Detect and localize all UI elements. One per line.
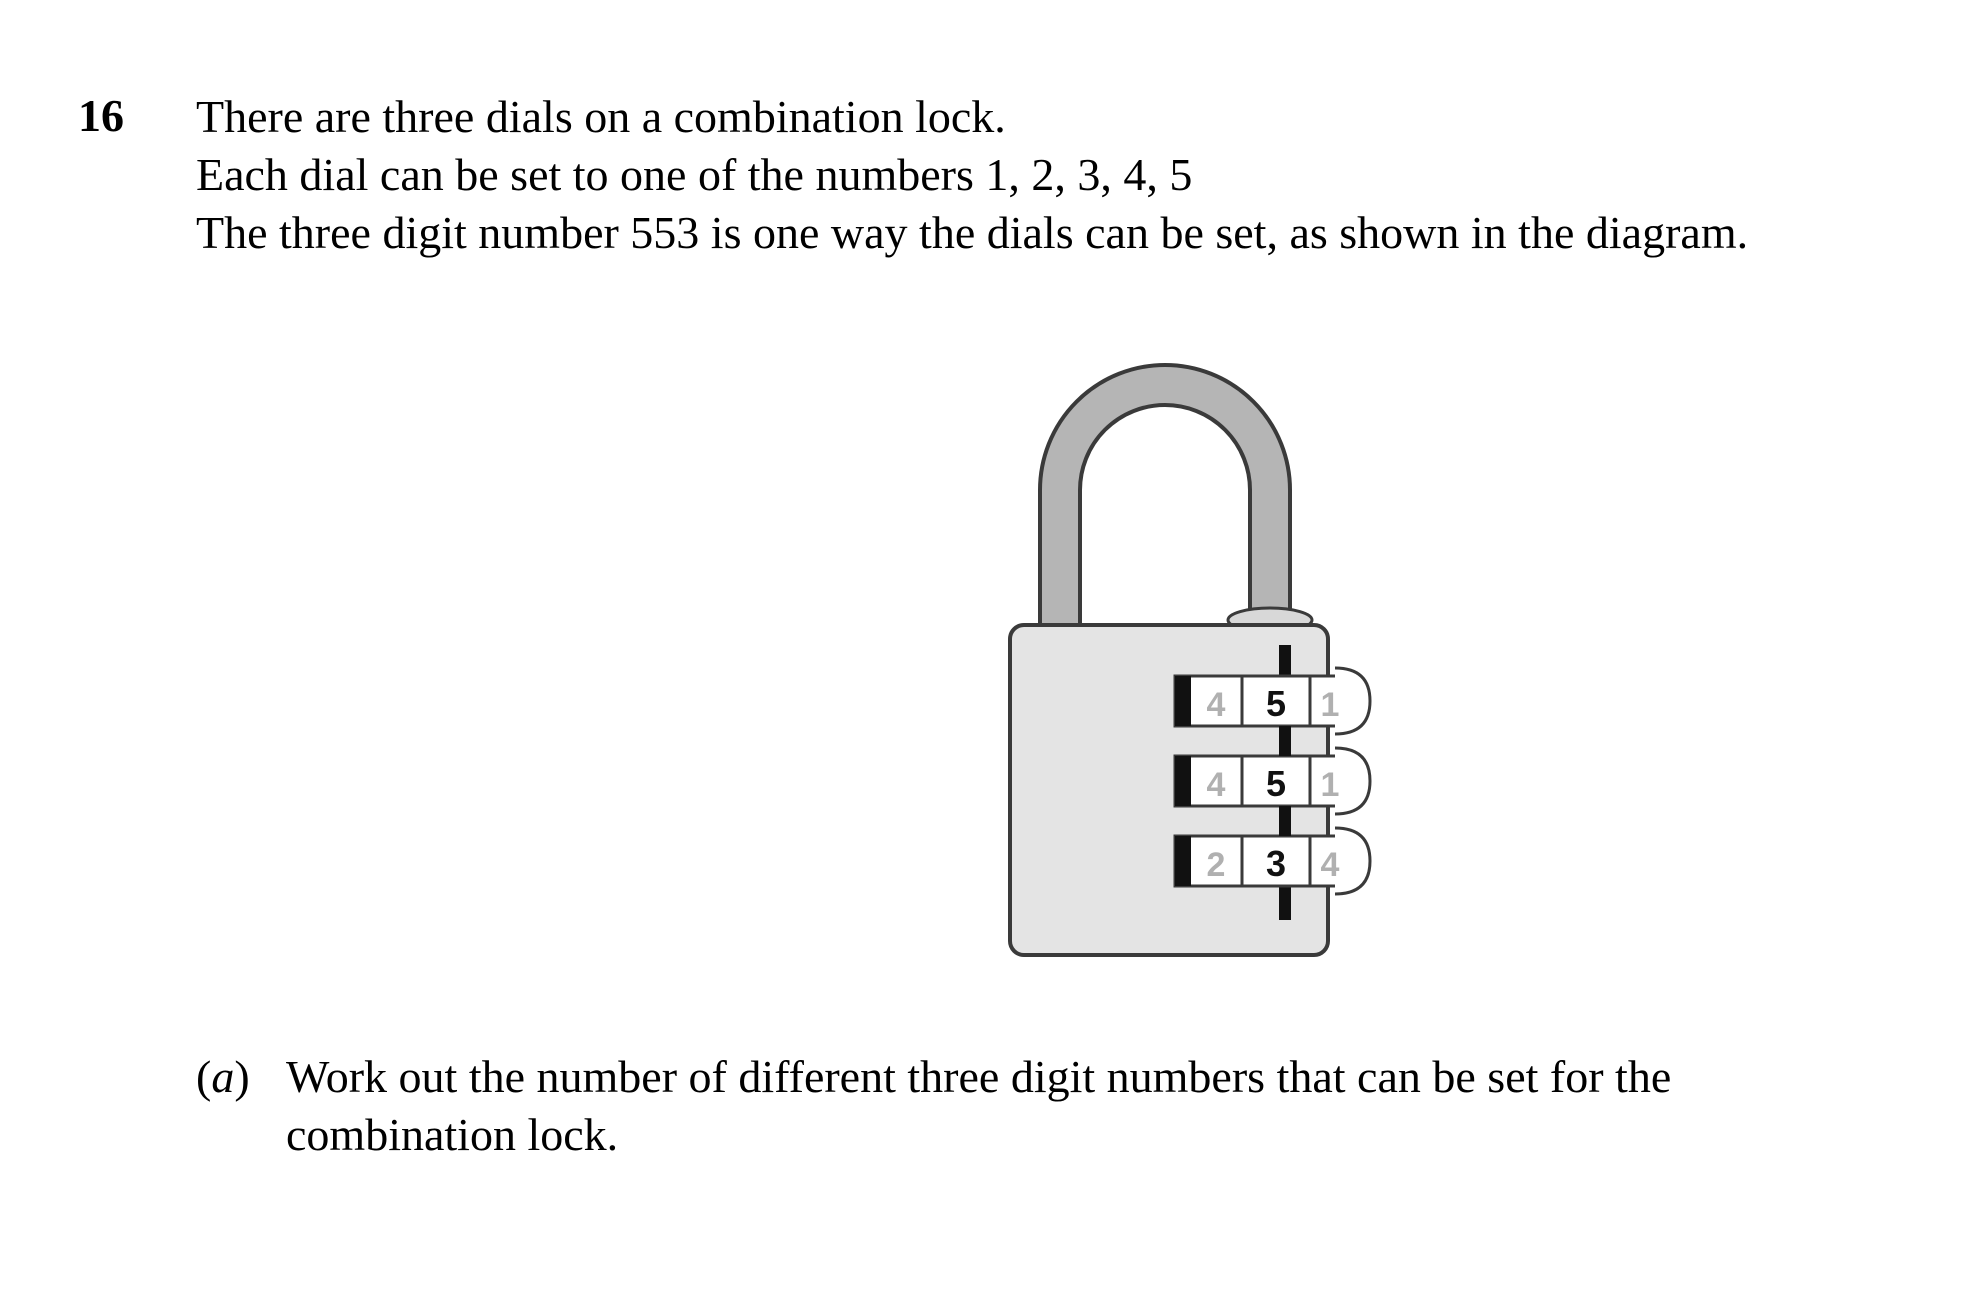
stem-line-3: The three digit number 553 is one way the dials can be set, as shown in the diagram. bbox=[196, 207, 1749, 258]
part-a-text bbox=[286, 1048, 1886, 1164]
dial-2-right-digit: 1 bbox=[1320, 766, 1340, 804]
part-a-label-close: ) bbox=[234, 1051, 250, 1102]
padlock-illustration bbox=[980, 330, 1400, 980]
dial-1-left-digit: 4 bbox=[1206, 686, 1226, 724]
dial-1-right-digit: 1 bbox=[1320, 686, 1340, 724]
combination-lock-diagram bbox=[980, 330, 1400, 980]
dial-3 bbox=[1175, 828, 1370, 894]
dial-2-center-digit: 5 bbox=[1265, 763, 1287, 804]
stem-line-2: Each dial can be set to one of the numbers 1, 2, 3, 4, 5 bbox=[196, 149, 1193, 200]
part-a-label-open: ( bbox=[196, 1051, 212, 1102]
part-a-label-letter: a bbox=[211, 1051, 235, 1102]
dial-2-left-digit: 4 bbox=[1206, 766, 1226, 804]
dial-2 bbox=[1175, 748, 1370, 814]
padlock-shackle bbox=[1040, 365, 1290, 635]
part-a-label bbox=[196, 1048, 250, 1106]
dial-1-center-digit: 5 bbox=[1265, 683, 1287, 724]
question-number: 16 bbox=[78, 90, 124, 141]
part-a-line-2: combination lock. bbox=[286, 1109, 619, 1160]
dial-1 bbox=[1175, 668, 1370, 734]
dial-3-left-digit: 2 bbox=[1206, 846, 1226, 884]
question-stem bbox=[196, 88, 1748, 262]
dial-3-right-digit: 4 bbox=[1320, 846, 1340, 884]
stem-line-1: There are three dials on a combination lock. bbox=[196, 91, 1006, 142]
part-a-line-1: Work out the number of different three digit numbers that can be set for the bbox=[286, 1051, 1672, 1102]
dial-3-center-digit: 3 bbox=[1265, 843, 1287, 884]
